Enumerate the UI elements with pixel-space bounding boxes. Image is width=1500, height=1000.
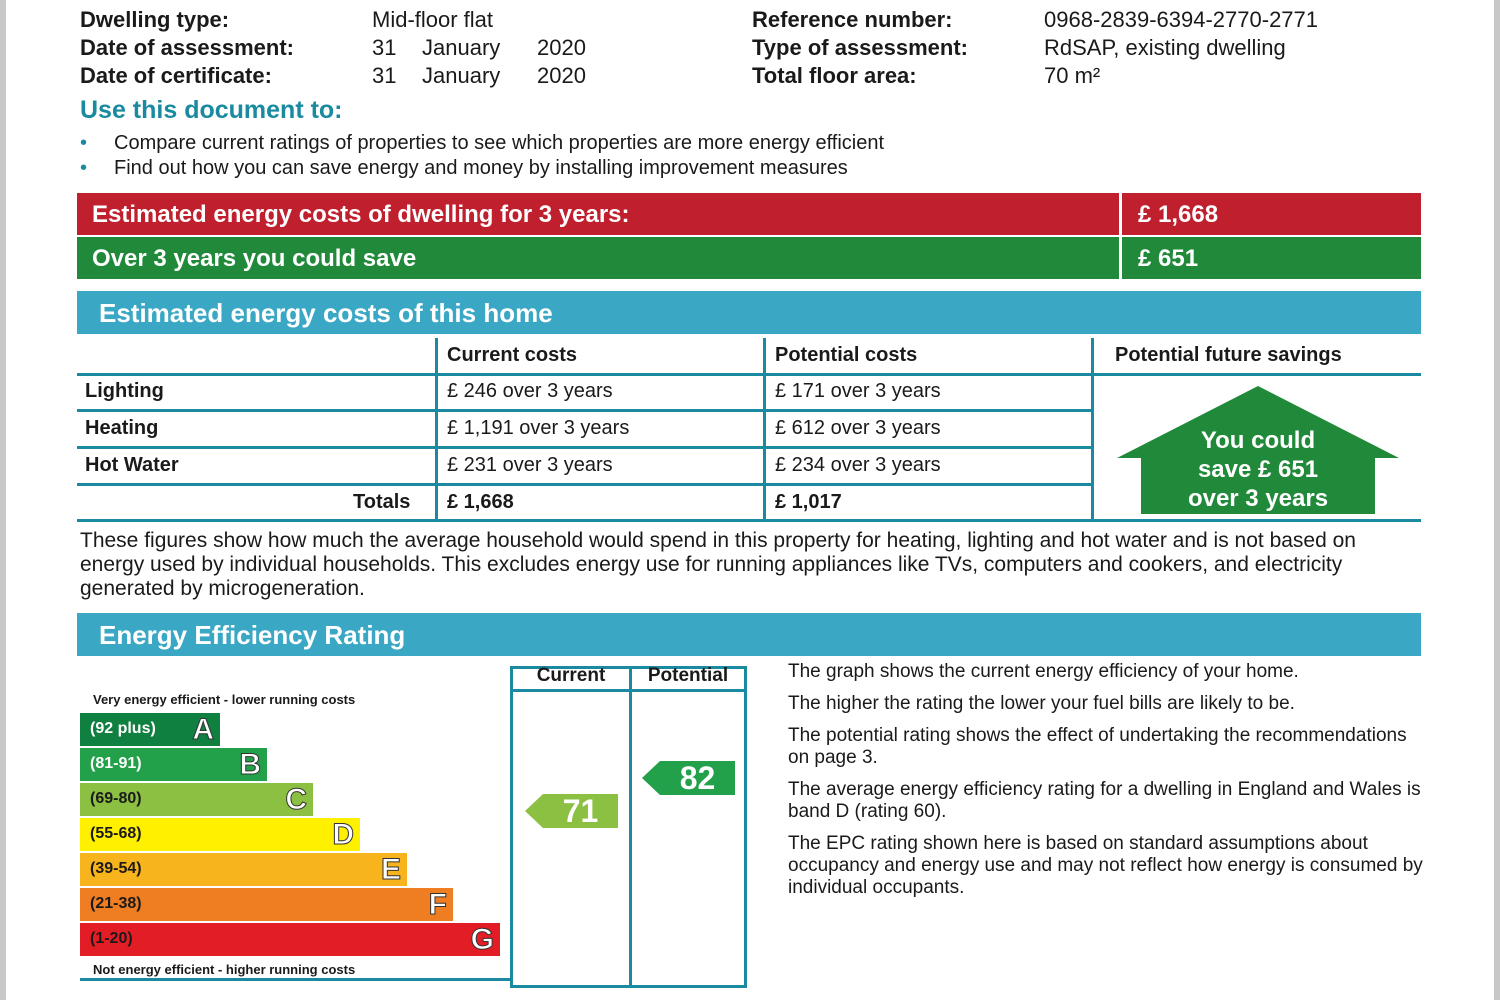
divider bbox=[80, 978, 510, 981]
rating-explanations bbox=[788, 661, 1428, 909]
potential-rating-value: 82 bbox=[679, 760, 716, 796]
savings-bar bbox=[77, 237, 1421, 279]
totals-potential: £ 1,017 bbox=[775, 491, 842, 513]
totals-current: £ 1,668 bbox=[447, 491, 514, 513]
costs-section-title: Estimated energy costs of this home bbox=[99, 298, 553, 328]
costs-table bbox=[77, 338, 1421, 522]
band-range: (1-20) bbox=[90, 930, 133, 947]
divider bbox=[77, 483, 1093, 486]
floor-area-value: 70 m² bbox=[1044, 63, 1101, 88]
rating-band-d bbox=[80, 818, 360, 851]
current-rating-value: 71 bbox=[562, 793, 599, 829]
use-document-list bbox=[80, 131, 884, 181]
band-range: (92 plus) bbox=[90, 720, 156, 737]
rating-section-title: Energy Efficiency Rating bbox=[99, 620, 406, 650]
costs-section-header bbox=[77, 291, 1421, 334]
dwelling-type-label: Dwelling type: bbox=[80, 7, 230, 32]
energy-rating-chart bbox=[77, 660, 757, 990]
heating-potential: £ 612 over 3 years bbox=[775, 417, 941, 439]
rating-band-c bbox=[80, 783, 313, 816]
savings-value: £ 651 bbox=[1138, 245, 1199, 272]
heating-current: £ 1,191 over 3 years bbox=[447, 417, 630, 439]
hot-water-current: £ 231 over 3 years bbox=[447, 454, 613, 476]
assessment-type-label: Type of assessment: bbox=[752, 35, 969, 60]
explanation-text: The potential rating shows the effect of undertaking the recommendations on page 3. bbox=[788, 725, 1407, 768]
band-letter: D bbox=[332, 818, 354, 851]
row-label-hot-water: Hot Water bbox=[85, 454, 179, 476]
rating-band-g bbox=[80, 923, 500, 956]
floor-area-label: Total floor area: bbox=[752, 63, 917, 88]
date-certificate-label: Date of certificate: bbox=[80, 63, 272, 88]
header-future-savings: Potential future savings bbox=[1115, 344, 1342, 366]
use-document-title: Use this document to: bbox=[80, 96, 343, 124]
band-letter: E bbox=[380, 853, 401, 886]
hot-water-potential: £ 234 over 3 years bbox=[775, 454, 941, 476]
header-potential-costs: Potential costs bbox=[775, 344, 918, 366]
estimated-cost-label: Estimated energy costs of dwelling for 3 years: bbox=[92, 201, 630, 228]
divider bbox=[510, 689, 747, 692]
band-range: (81-91) bbox=[90, 755, 142, 772]
assessment-type-value: RdSAP, existing dwelling bbox=[1044, 35, 1286, 60]
dwelling-info bbox=[80, 6, 586, 90]
page-edge-left bbox=[0, 0, 6, 1000]
savings-arrow-text bbox=[1117, 426, 1399, 513]
estimated-cost-bar bbox=[77, 193, 1421, 235]
rating-band-a bbox=[80, 713, 220, 746]
divider bbox=[77, 519, 1421, 522]
divider bbox=[1091, 338, 1094, 522]
divider bbox=[77, 373, 1421, 376]
page-edge-right bbox=[1494, 0, 1500, 1000]
date-certificate-year: 2020 bbox=[537, 63, 586, 88]
efficient-label: Very energy efficient - lower running costs bbox=[93, 692, 356, 707]
band-range: (21-38) bbox=[90, 895, 142, 912]
list-item: • Find out how you can save energy and money by installing improvement measures bbox=[80, 156, 884, 181]
explanation-text: The graph shows the current energy efficiency of your home. bbox=[788, 661, 1299, 682]
band-letter: G bbox=[470, 923, 494, 956]
list-item: • Compare current ratings of properties to see which properties are more energy efficient bbox=[80, 131, 884, 156]
rating-band-e bbox=[80, 853, 407, 886]
assessment-info bbox=[752, 6, 1318, 90]
divider bbox=[763, 338, 766, 522]
band-letter: F bbox=[428, 888, 447, 921]
date-assessment-month: January bbox=[422, 35, 501, 60]
lighting-potential: £ 171 over 3 years bbox=[775, 380, 941, 402]
rating-band-b bbox=[80, 748, 267, 781]
reference-label: Reference number: bbox=[752, 7, 953, 32]
totals-label: Totals bbox=[353, 491, 411, 513]
band-range: (55-68) bbox=[90, 825, 142, 842]
row-label-lighting: Lighting bbox=[85, 380, 164, 402]
savings-line: You could bbox=[1200, 427, 1316, 454]
date-assessment-label: Date of assessment: bbox=[80, 35, 294, 60]
explanation-text: The higher the rating the lower your fuel bills are likely to be. bbox=[788, 693, 1295, 714]
row-label-heating: Heating bbox=[85, 417, 159, 439]
savings-line: over 3 years bbox=[1187, 485, 1329, 512]
header-current-costs: Current costs bbox=[447, 344, 578, 366]
band-letter: A bbox=[192, 713, 214, 746]
divider bbox=[435, 338, 438, 522]
date-certificate-month: January bbox=[422, 63, 501, 88]
dwelling-type-value: Mid-floor flat bbox=[372, 7, 494, 32]
savings-label: Over 3 years you could save bbox=[92, 245, 417, 272]
potential-column bbox=[629, 666, 747, 988]
date-assessment-day: 31 bbox=[372, 35, 397, 60]
rating-section-header bbox=[77, 613, 1421, 656]
inefficient-label: Not energy efficient - higher running costs bbox=[93, 962, 356, 977]
divider bbox=[77, 409, 1093, 412]
rating-band-f bbox=[80, 888, 453, 921]
reference-value: 0968-2839-6394-2770-2771 bbox=[1044, 7, 1319, 32]
lighting-current: £ 246 over 3 years bbox=[447, 380, 613, 402]
band-range: (69-80) bbox=[90, 790, 142, 807]
potential-column-header: Potential bbox=[647, 665, 729, 686]
current-column-header: Current bbox=[536, 665, 606, 686]
divider bbox=[1119, 193, 1122, 235]
divider bbox=[77, 446, 1093, 449]
savings-line: save £ 651 bbox=[1197, 456, 1319, 483]
costs-note: These figures show how much the average household would spend in this property for heating, lighting and hot water and is not based on energy used by individual households. This excludes energy use for running appliances like TVs, computers and cookers, and electricity generated by microgeneration. bbox=[80, 529, 1356, 600]
explanation-text: The average energy efficiency rating for a dwelling in England and Wales is band D (rating 60). bbox=[788, 779, 1421, 822]
band-letter: B bbox=[239, 748, 261, 781]
band-letter: C bbox=[285, 783, 307, 816]
date-certificate-day: 31 bbox=[372, 63, 397, 88]
divider bbox=[1119, 237, 1122, 279]
estimated-cost-value: £ 1,668 bbox=[1138, 201, 1219, 228]
band-range: (39-54) bbox=[90, 860, 142, 877]
date-assessment-year: 2020 bbox=[537, 35, 586, 60]
explanation-text: The EPC rating shown here is based on standard assumptions about occupancy and energy use and may not reflect how energy is consumed by individual occupants. bbox=[788, 833, 1423, 898]
